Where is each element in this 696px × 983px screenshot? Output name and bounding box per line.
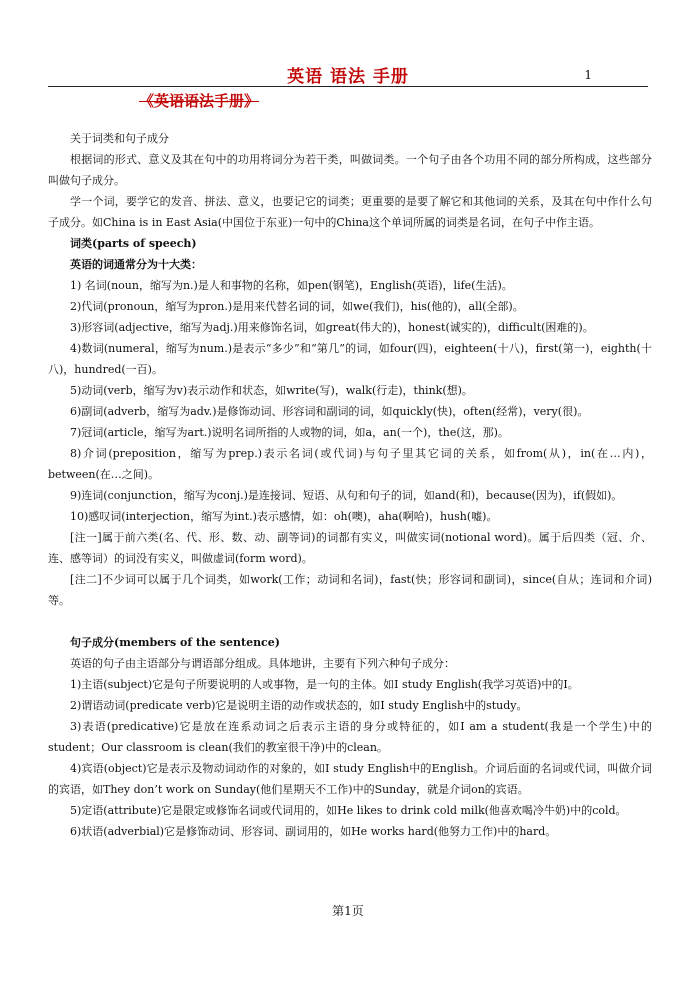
paragraph: 4)宾语(object)它是表示及物动词动作的对象的，如I study English中的English。介词后面的名词或代词，叫做介词的宾语，如They don’t work on Sunday(他们星期天不工作)中的Sunday，就是介词on的宾语。 <box>48 762 652 796</box>
section-heading: 英语的词通常分为十大类： <box>70 258 202 271</box>
paragraph: [注二]不少词可以属于几个词类，如work(工作；动词和名词)，fast(快；形容词和副词)，since(自从；连词和介词)等。 <box>48 573 652 607</box>
paragraph: 7)冠词(article，缩写为art.)说明名词所指的人或物的词，如a，an(一个)，the(这，那)。 <box>70 426 509 439</box>
blank-line <box>48 611 652 632</box>
document-subtitle: 《英语语法手册》 <box>139 92 260 110</box>
section-heading: 句子成分(members of the sentence) <box>70 636 280 649</box>
paragraph: 1) 名词(noun，缩写为n.)是人和事物的名称，如pen(钢笔)，English(英语)，life(生活)。 <box>70 279 513 292</box>
document-body <box>48 128 652 842</box>
paragraph: 3)形容词(adjective，缩写为adj.)用来修饰名词，如great(伟大的)，honest(诚实的)，difficult(困难的)。 <box>70 321 594 334</box>
paragraph: 根据词的形式、意义及其在句中的功用将词分为若干类，叫做词类。一个句子由各个功用不同的部分所构成，这些部分叫做句子成分。 <box>48 153 652 187</box>
paragraph: 4)数词(numeral，缩写为num.)是表示“多少”和“第几”的词，如four(四)，eighteen(十八)，first(第一)，eighth(十八)，hundred(一百)。 <box>48 342 652 376</box>
paragraph: 2)谓语动词(predicate verb)它是说明主语的动作或状态的，如I study English中的study。 <box>70 699 528 712</box>
header-title: 英语 语法 手册 <box>287 67 409 87</box>
paragraph: 学一个词，要学它的发音、拼法、意义，也要记它的词类；更重要的是要了解它和其他词的关系，及其在句中作什么句子成分。如China is in East Asia(中国位于东亚)一句中的China这个单词所属的词类是名词，在句子中作主语。 <box>48 195 652 229</box>
paragraph: 2)代词(pronoun，缩写为pron.)是用来代替名词的词，如we(我们)，his(他的)，all(全部)。 <box>70 300 524 313</box>
paragraph: 8)介词(preposition，缩写为prep.)表示名词(或代词)与句子里其它词的关系，如from(从)，in(在…内)，between(在…之间)。 <box>48 447 652 481</box>
paragraph: [注一]属于前六类(名、代、形、数、动、副等词)的词都有实义，叫做实词(notional word)。属于后四类（冠、介、连、感等词）的词没有实义，叫做虚词(form word)。 <box>48 531 652 565</box>
header-page-number: 1 <box>584 68 592 82</box>
paragraph: 1)主语(subject)它是句子所要说明的人或事物，是一句的主体。如I study English(我学习英语)中的I。 <box>70 678 579 691</box>
paragraph: 9)连词(conjunction，缩写为conj.)是连接词、短语、从句和句子的词，如and(和)，because(因为)，if(假如)。 <box>70 489 623 502</box>
page-footer: 第1页 <box>332 904 364 918</box>
paragraph: 5)动词(verb，缩写为v)表示动作和状态，如write(写)，walk(行走)，think(想)。 <box>70 384 473 397</box>
paragraph: 6)副词(adverb，缩写为adv.)是修饰动词、形容词和副词的词，如quickly(快)，often(经常)，very(很)。 <box>70 405 589 418</box>
paragraph: 关于词类和句子成分 <box>70 132 169 145</box>
paragraph: 3)表语(predicative)它是放在连系动词之后表示主语的身分或特征的，如I am a student(我是一个学生)中的student；Our classroom is clean(我们的教室很干净)中的clean。 <box>48 720 652 754</box>
paragraph: 10)感叹词(interjection，缩写为int.)表示感情，如：oh(噢)，aha(啊哈)，hush(嘘)。 <box>70 510 498 523</box>
paragraph: 英语的句子由主语部分与谓语部分组成。具体地讲，主要有下列六种句子成分： <box>70 657 455 670</box>
section-heading: 词类(parts of speech) <box>70 237 197 250</box>
page-header <box>48 62 648 87</box>
paragraph: 6)状语(adverbial)它是修饰动词、形容词、副词用的，如He works hard(他努力工作)中的hard。 <box>70 825 557 838</box>
paragraph: 5)定语(attribute)它是限定或修饰名词或代词用的，如He likes to drink cold milk(他喜欢喝冷牛奶)中的cold。 <box>70 804 627 817</box>
